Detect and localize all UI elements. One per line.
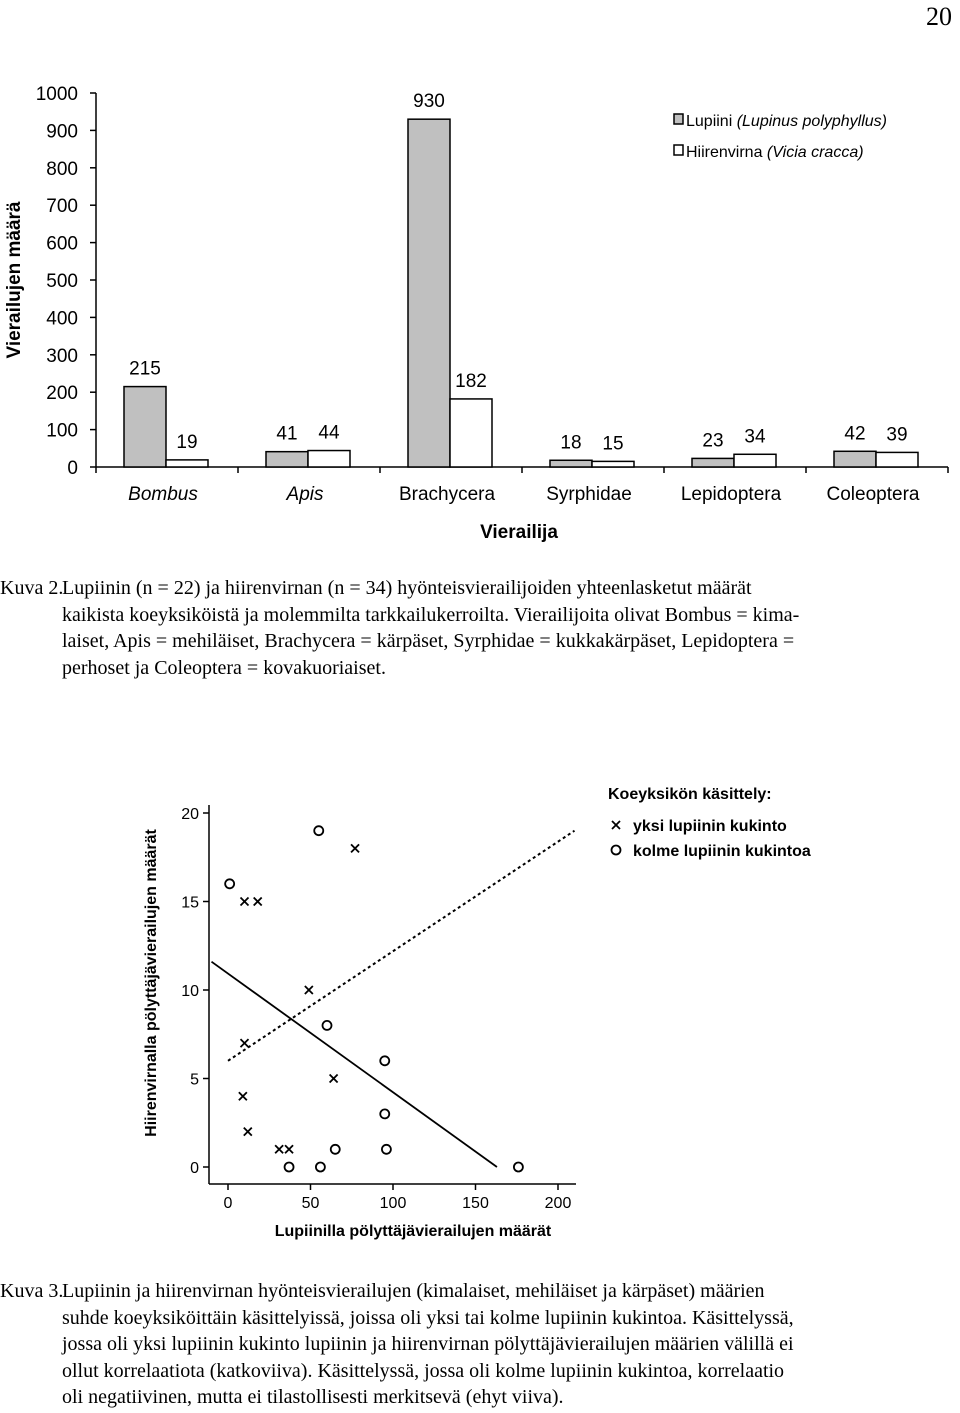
bar-chart-bars xyxy=(124,119,918,467)
y-tick-label: 900 xyxy=(46,121,78,143)
y-tick-label: 100 xyxy=(46,420,78,442)
y-tick-label: 700 xyxy=(46,196,78,218)
y-tick-label: 1000 xyxy=(35,84,78,105)
point-o xyxy=(380,1056,389,1065)
point-x xyxy=(305,986,313,994)
category-label: Coleoptera xyxy=(826,484,920,505)
point-o xyxy=(380,1109,389,1118)
x-axis-title: Vierailija xyxy=(480,522,558,543)
category-label: Brachycera xyxy=(398,484,496,505)
x-tick-label: 50 xyxy=(301,1195,320,1212)
bar-value-label: 930 xyxy=(413,91,445,113)
legend-label: kolme lupiinin kukintoa xyxy=(633,843,811,860)
scatter-chart-trend-lines xyxy=(212,831,575,1167)
y-axis-title: Hiirenvirnalla pölyttäjävierailujen määrät xyxy=(143,829,160,1137)
bar-value-label: 23 xyxy=(702,430,724,452)
y-tick-label: 800 xyxy=(46,158,78,180)
point-x xyxy=(612,821,620,829)
bar xyxy=(550,460,592,467)
category-label: Lepidoptera xyxy=(680,484,782,505)
point-x xyxy=(285,1145,293,1153)
y-tick-label: 5 xyxy=(190,1071,199,1089)
scatter-chart xyxy=(130,775,850,1255)
point-x xyxy=(244,1128,252,1136)
bar xyxy=(734,454,776,467)
x-tick-label: 150 xyxy=(462,1195,489,1212)
y-tick-label: 0 xyxy=(67,458,78,479)
y-tick-label: 300 xyxy=(46,345,78,367)
legend-swatch xyxy=(674,114,683,124)
y-tick-label: 20 xyxy=(181,806,199,823)
point-o xyxy=(225,879,234,888)
caption-line: Lupiinin ja hiirenvirnan hyönteisvierailujen (kimalaiset, mehiläiset ja kärpäset) määrien xyxy=(62,1280,765,1302)
bar xyxy=(408,119,450,467)
bar-value-label: 18 xyxy=(560,432,582,454)
page-number: 20 xyxy=(926,2,952,31)
y-tick-label: 10 xyxy=(181,983,199,1000)
y-tick-label: 600 xyxy=(46,233,78,255)
legend-label: yksi lupiinin kukinto xyxy=(633,818,787,835)
legend-name-italic: (Lupinus polyphyllus) xyxy=(736,113,888,130)
caption-label: Kuva 3. xyxy=(0,1280,64,1302)
bar-value-label: 42 xyxy=(844,423,866,445)
x-tick-label: 200 xyxy=(544,1195,572,1212)
bar-value-label: 34 xyxy=(744,426,766,448)
point-o xyxy=(285,1163,294,1172)
bar-value-label: 19 xyxy=(176,431,198,453)
category-label: Apis xyxy=(286,484,324,505)
point-x xyxy=(241,1039,249,1047)
legend-label xyxy=(686,113,887,130)
caption-line: perhoset ja Coleoptera = kovakuoriaiset. xyxy=(62,656,386,679)
caption-line: jossa oli yksi lupiinin kukinto lupiinin ja hiirenvirnan pölyttäjävierailujen määrien välillä ei xyxy=(62,1333,794,1355)
y-tick-label: 15 xyxy=(181,894,199,912)
y-tick-label: 200 xyxy=(46,383,78,405)
category-label: Bombus xyxy=(128,484,198,505)
x-tick-label: 100 xyxy=(379,1195,407,1212)
bar xyxy=(450,399,492,467)
point-o xyxy=(314,826,323,835)
caption-label: Kuva 2. xyxy=(0,577,64,599)
legend-name: Lupiini xyxy=(686,113,737,130)
bar-value-label: 182 xyxy=(455,370,487,392)
legend-name: Hiirenvirna xyxy=(686,144,767,161)
scatter-chart-axes xyxy=(143,805,576,1240)
bar-value-label: 215 xyxy=(129,358,161,380)
figure-caption-2 xyxy=(0,1278,958,1411)
bar-chart-legend xyxy=(674,113,887,161)
figure-caption-1 xyxy=(0,575,958,681)
point-x xyxy=(351,844,359,852)
category-label: Syrphidae xyxy=(546,484,632,505)
caption-line: ollut korrelaatiota (katkoviiva). Käsittelyssä, jossa oli kolme lupiinin kukintoa, korrelaatio xyxy=(62,1359,785,1382)
point-o xyxy=(323,1021,332,1030)
bar-value-label: 41 xyxy=(276,423,298,445)
legend-title: Koeyksikön käsittely: xyxy=(608,786,772,803)
point-o xyxy=(382,1145,391,1154)
bar xyxy=(692,458,734,467)
point-x xyxy=(275,1145,283,1153)
y-axis-title: Vierailujen määrä xyxy=(4,201,25,359)
bar xyxy=(308,451,350,467)
trend-line-dotted xyxy=(228,831,575,1061)
bar-chart xyxy=(0,72,960,547)
bar xyxy=(876,452,918,467)
legend-label xyxy=(686,144,864,161)
bar xyxy=(834,451,876,467)
point-o xyxy=(612,846,621,855)
point-o xyxy=(316,1163,325,1172)
caption-line: suhde koeyksiköittäin käsittelyissä, joissa oli yksi tai kolme lupiinin kukintoa. Käsittelyssä, xyxy=(62,1306,794,1329)
bar xyxy=(166,460,208,467)
point-x xyxy=(241,898,249,906)
caption-line: kaikista koeyksiköistä ja molemmilta tarkkailukerroilta. Vierailijoita olivat Bombus = kima- xyxy=(62,603,800,626)
legend-name-italic: (Vicia cracca) xyxy=(766,144,864,161)
x-tick-label: 0 xyxy=(223,1195,233,1212)
point-x xyxy=(239,1092,247,1100)
point-o xyxy=(331,1145,340,1154)
caption-line: laiset, Apis = mehiläiset, Brachycera = kärpäset, Syrphidae = kukkakärpäset, Lepidoptera = xyxy=(62,630,795,652)
bar-value-label: 44 xyxy=(318,422,340,444)
point-o xyxy=(514,1163,523,1172)
caption-line: Lupiinin (n = 22) ja hiirenvirnan (n = 34) hyönteisvierailijoiden yhteenlasketut määrät xyxy=(62,577,752,599)
y-tick-label: 0 xyxy=(190,1160,199,1177)
point-x xyxy=(254,898,262,906)
trend-line-solid xyxy=(212,962,497,1167)
legend-swatch xyxy=(674,145,683,155)
y-tick-label: 400 xyxy=(46,308,78,330)
bar-value-label: 39 xyxy=(886,424,908,446)
scatter-chart-legend xyxy=(608,786,811,860)
y-tick-label: 500 xyxy=(46,271,78,292)
bar-value-label: 15 xyxy=(602,433,624,455)
bar xyxy=(266,452,308,467)
caption-line: oli negatiivinen, mutta ei tilastollisesti merkitsevä (ehyt viiva). xyxy=(62,1386,564,1408)
point-x xyxy=(330,1075,338,1083)
x-axis-title: Lupiinilla pölyttäjävierailujen määrät xyxy=(274,1223,552,1240)
scatter-chart-points xyxy=(225,826,523,1171)
bar xyxy=(592,461,634,467)
bar xyxy=(124,387,166,467)
